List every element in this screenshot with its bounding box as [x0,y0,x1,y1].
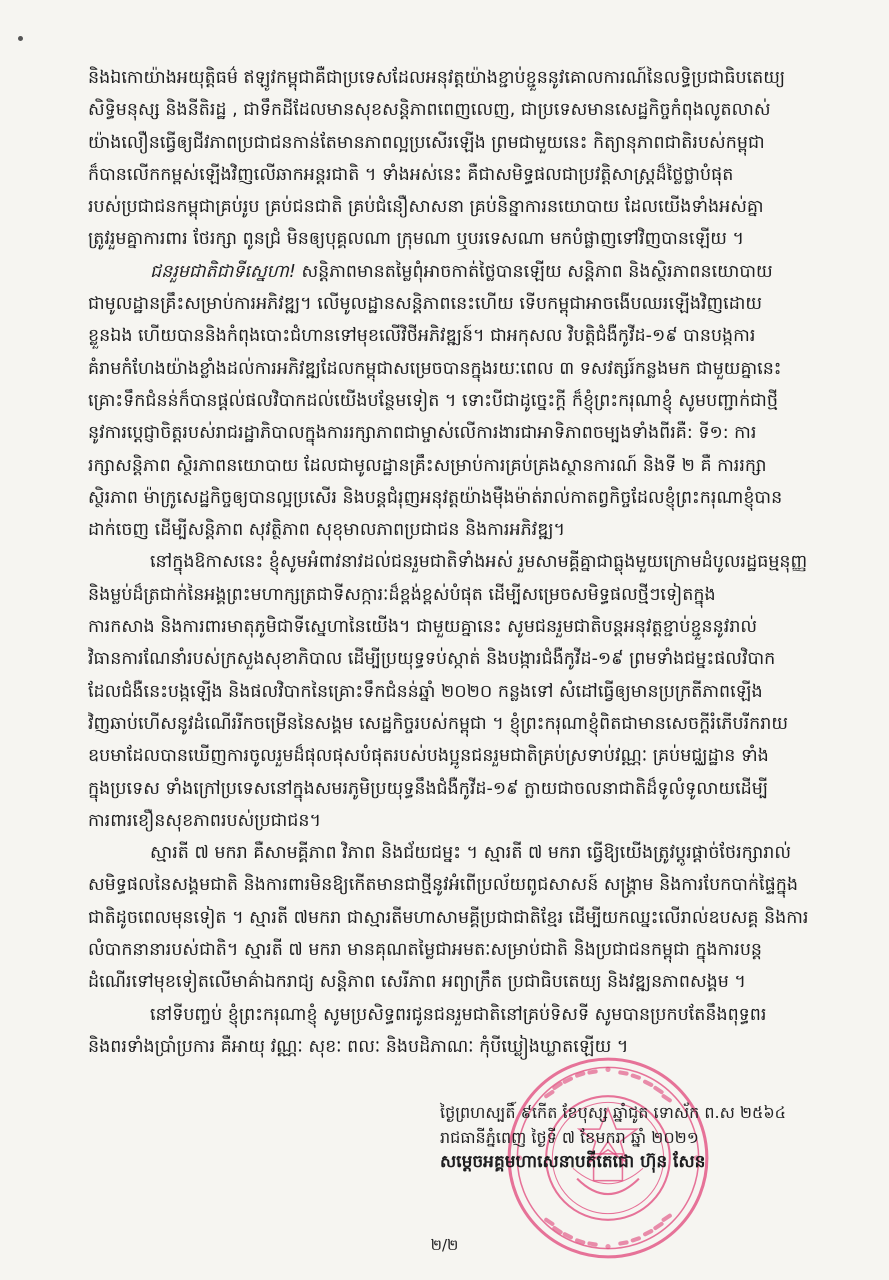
text-line [88,1031,848,1063]
line-text: និងឯកោយ៉ាងអយុត្តិធម៌ ឥឡូវកម្ពុជាគឺជាប្រទេសដែលអនុវត្តយ៉ាងខ្ជាប់ខ្ជួននូវគោលការណ៍នៃលទ្ធិប្រជាធិបតេយ្យ [88,68,786,88]
text-line [88,288,848,320]
line-text: ខ្លួនឯង ហើយបាននិងកំពុងបោះជំហានទៅមុខលើវិថីអភិវឌ្ឍន៍។ ជាអកុសល វិបត្តិជំងឺកូវីដ-១៩ បានបង្កការ [88,326,756,347]
text-line [88,353,848,385]
paragraph [88,62,848,256]
line-text: ក៏បានលើកកម្ពស់ឡើងវិញលើឆាកអន្តរជាតិ ។ ទាំងអស់នេះ គឺជាសមិទ្ធផលជាប្រវត្តិសាស្ត្រដ៏ថ្លៃថ្លាបំផុត [88,164,734,185]
line-text: វិធានការណែនាំរបស់ក្រសួងសុខាភិបាល ដើម្បីប្រយុទ្ធទប់ស្កាត់ និងបង្ការជំងឺកូវីដ-១៩ ព្រមទាំងជម្នះផលវិបាក [88,649,776,670]
paragraph [88,999,848,1064]
text-line [88,320,848,352]
line-text: សិទ្ធិមនុស្ស និងនីតិរដ្ឋ , ជាទឹកដីដែលមានសុខសន្តិភាពពេញលេញ, ជាប្រទេសមានសេដ្ឋកិច្ចកំពុងលូតលាស់ [88,100,771,121]
line-text: ស្ថិរភាព ម៉ាក្រូសេដ្ឋកិច្ចឲ្យបានល្អប្រសើរ និងបន្តជំរុញអនុវត្តយ៉ាងម៉ឺងម៉ាត់រាល់កាតព្វកិច្ចដែលខ្ញុំព្រះករុណាខ្ញុំបាន [88,487,783,508]
text-line [88,127,848,159]
line-text: នៅទីបញ្ចប់ ខ្ញុំព្រះករុណាខ្ញុំ សូមប្រសិទ្ធពរជូនជនរួមជាតិនៅគ្រប់ទិសទី សូមបានប្រកបតែនឹងពុទ្ធពរ [150,1004,767,1025]
text-line [88,869,848,901]
line-text: នូវការប្តេជ្ញាចិត្តរបស់រាជរដ្ឋាភិបាលក្នុងការរក្សាភាពជាម្ចាស់លើការងារជាអាទិភាពចម្បងទាំងពីរគឺ: ទី១: ការ [88,423,757,444]
text-line [88,385,848,417]
text-line [88,611,848,643]
line-text: សន្តិភាពមានតម្លៃពុំអាចកាត់ថ្លៃបានឡើយ សន្តិភាព និងស្ថិរភាពនយោបាយ [295,261,773,282]
date-lunar: ថ្ងៃព្រហស្បតិ៍ ៩កើត ខែបុស្ស ឆ្នាំជូត ទោស័ក ព.ស ២៥៦៤ [440,1103,786,1122]
line-text: ជាតិដូចពេលមុនទៀត ។ ស្មារតី ៧មករា ជាស្មារតីមហាសាមគ្គីប្រជាជាតិខ្មែរ ដើម្បីយកឈ្នះលើរាល់ឧបសគ្គ និងការ [88,907,809,928]
line-text: និងម្លប់ដ៏ត្រជាក់នៃអង្គព្រះមហាក្សត្រជាទីសក្ការៈដ៏ខ្ពង់ខ្ពស់បំផុត ដើម្បីសម្រេចសមិទ្ធផលថ្មីៗទៀតក្នុង [88,584,716,605]
text-line [88,773,848,805]
text-line [88,934,848,966]
line-text: គំរាមកំហែងយ៉ាងខ្លាំងដល់ការអភិវឌ្ឍដែលកម្ពុជាសម្រេចបានក្នុងរយៈពេល ៣ ទសវត្សរ៍កន្លងមក ជាមួយគ្នានេះ [88,358,782,379]
text-line [88,805,848,837]
line-text: វិញឆាប់ហើសនូវដំណើររីកចម្រើននៃសង្គម សេដ្ឋកិច្ចរបស់កម្ពុជា ។ ខ្ញុំព្រះករុណាខ្ញុំពិតជាមានសេចក្តីរំភើបរីករាយ [88,713,789,734]
line-text: ក្នុងប្រទេស ទាំងក្រៅប្រទេសនៅក្នុងសមរភូមិប្រយុទ្ធនឹងជំងឺកូវីដ-១៩ ក្លាយជាចលនាជាតិដ៏ទូលំទូលាយដើម្បី [88,778,769,799]
text-line [88,837,848,869]
line-text: យ៉ាងលឿនធ្វើឲ្យជីវភាពប្រជាជនកាន់តែមានភាពល្អប្រសើរឡើង ព្រមជាមួយនេះ កិត្យានុភាពជាតិរបស់កម្ពុជា [88,132,765,153]
line-text: លំបាកនានារបស់ជាតិ។ ស្មារតី ៧ មករា មានគុណតម្លៃជាអមតៈសម្រាប់ជាតិ និងប្រជាជនកម្ពុជា ក្នុងការបន្ត [88,940,763,961]
body-text [88,62,848,1063]
line-text: នៅក្នុងឱកាសនេះ ខ្ញុំសូមអំពាវនាវដល់ជនរួមជាតិទាំងអស់ រួមសាមគ្គីគ្នាជាធ្លុងមួយក្រោមដំបូលរដ្ឋធម្មនុញ្ញ [150,552,808,573]
paragraph [88,256,848,547]
line-text: ស្មារតី ៧ មករា គឺសាមគ្គីភាព វិភាព និងជ័យជម្នះ ។ ស្មារតី ៧ មករា ធ្វើឱ្យយើងត្រូវប្តូរផ្តាច់ថែរក្សារាល់ [150,843,792,864]
text-line [88,740,848,772]
text-line [88,94,848,126]
text-line [88,417,848,449]
salutation: ជនរួមជាតិជាទីស្នេហា! [150,261,296,282]
line-text: ដំណើរទៅមុខទៀតលើមាគ៌ាឯករាជ្យ សន្តិភាព សេរីភាព អព្យាក្រឹត ប្រជាធិបតេយ្យ និងវឌ្ឍនភាពសង្គម ។ [88,972,746,993]
text-line [88,514,848,546]
text-line [88,191,848,223]
line-text: រក្សាសន្តិភាព ស្ថិរភាពនយោបាយ ដែលជាមូលដ្ឋានគ្រឹះសម្រាប់ការគ្រប់គ្រងស្ថានការណ៍ និងទី ២ គឺ ការរក្សា [88,455,767,476]
text-line [88,62,848,94]
line-text: ជាមូលដ្ឋានគ្រឹះសម្រាប់ការអភិវឌ្ឍ។ លើមូលដ្ឋានសន្តិភាពនេះហើយ ទើបកម្ពុជាអាចងើបឈរឡើងវិញដោយ [88,294,763,315]
text-line [88,450,848,482]
text-line [88,579,848,611]
line-text: ការកសាង និងការពារមាតុភូមិជាទីស្នេហានៃយើង។ ជាមួយគ្នានេះ សូមជនរួមជាតិបន្តអនុវត្តខ្ជាប់ខ្ជួននូវរាល់ [88,617,758,638]
paragraph [88,837,848,998]
line-text: ត្រូវរួមគ្នាការពារ ថែរក្សា ពូនជ្រំ មិនឲ្យបុគ្គលណា ក្រុមណា ឬបរទេសណា មកបំផ្លាញទៅវិញបានឡើយ ។ [88,229,745,250]
text-line [88,999,848,1031]
text-line [88,482,848,514]
line-text: និងពរទាំងប្រាំប្រការ គឺអាយុ វណ្ណៈ សុខៈ ពលៈ និងបដិភាណៈ កុំបីឃ្លៀងឃ្លាតឡើយ ។ [88,1036,629,1057]
text-line [88,676,848,708]
date-solar: រាជធានីភ្នំពេញ ថ្ងៃទី ៧ ខែមករា ឆ្នាំ ២០២១ [440,1128,699,1147]
text-line [88,966,848,998]
text-line [88,256,848,288]
text-line [88,546,848,578]
line-text: ដែលជំងឺនេះបង្កឡើង និងផលវិបាកនៃគ្រោះទឹកជំនន់ឆ្នាំ ២០២០ កន្លងទៅ សំដៅធ្វើឲ្យមានប្រក្រតីភាពឡើង [88,681,763,702]
text-line [88,902,848,934]
text-line [88,643,848,675]
line-text: ដាក់ចេញ ដើម្បីសន្តិភាព សុវត្ថិភាព សុខុមាលភាពប្រជាជន និងការអភិវឌ្ឍ។ [88,520,566,541]
signatory-name: សម្តេចអគ្គមហាសេនាបតីតេជោ ហ៊ុន សែន [440,1152,706,1172]
text-line [88,708,848,740]
line-text: របស់ប្រជាជនកម្ពុជាគ្រប់រូប គ្រប់ជនជាតិ គ្រប់ជំនឿសាសនា គ្រប់និន្នាការនយោបាយ ដែលយើងទាំងអស់គ្នា [88,197,764,218]
line-text: សមិទ្ធផលនៃសង្គមជាតិ និងការពារមិនឱ្យកើតមានជាថ្មីនូវអំពើប្រល័យពូជសាសន៍ សង្គ្រាម និងការបែកបាក់ផ្ទៃក្នុង [88,875,798,896]
line-text: ឧបមាដែលបានឃើញការចូលរួមដ៏ផុលផុសបំផុតរបស់បងប្អូនជនរួមជាតិគ្រប់ស្រទាប់វណ្ណៈ គ្រប់មជ្ឈដ្ឋាន ទាំង [88,746,769,767]
page-mark [18,36,23,41]
line-text: ការពារខឿនសុខភាពរបស់ប្រជាជន។ [88,810,322,831]
text-line [88,159,848,191]
signature-block [440,1100,850,1175]
line-text: គ្រោះទឹកជំនន់ក៏បានផ្តល់ផលវិបាកដល់យើងបន្ថែមទៀត ។ ទោះបីជាដូច្នេះក្តី ក៏ខ្ញុំព្រះករុណាខ្ញុំ សូមបញ្ជាក់ជាថ្មី [88,390,778,411]
text-line [88,223,848,255]
paragraph [88,546,848,837]
page-number: ២/២ [430,1236,459,1254]
